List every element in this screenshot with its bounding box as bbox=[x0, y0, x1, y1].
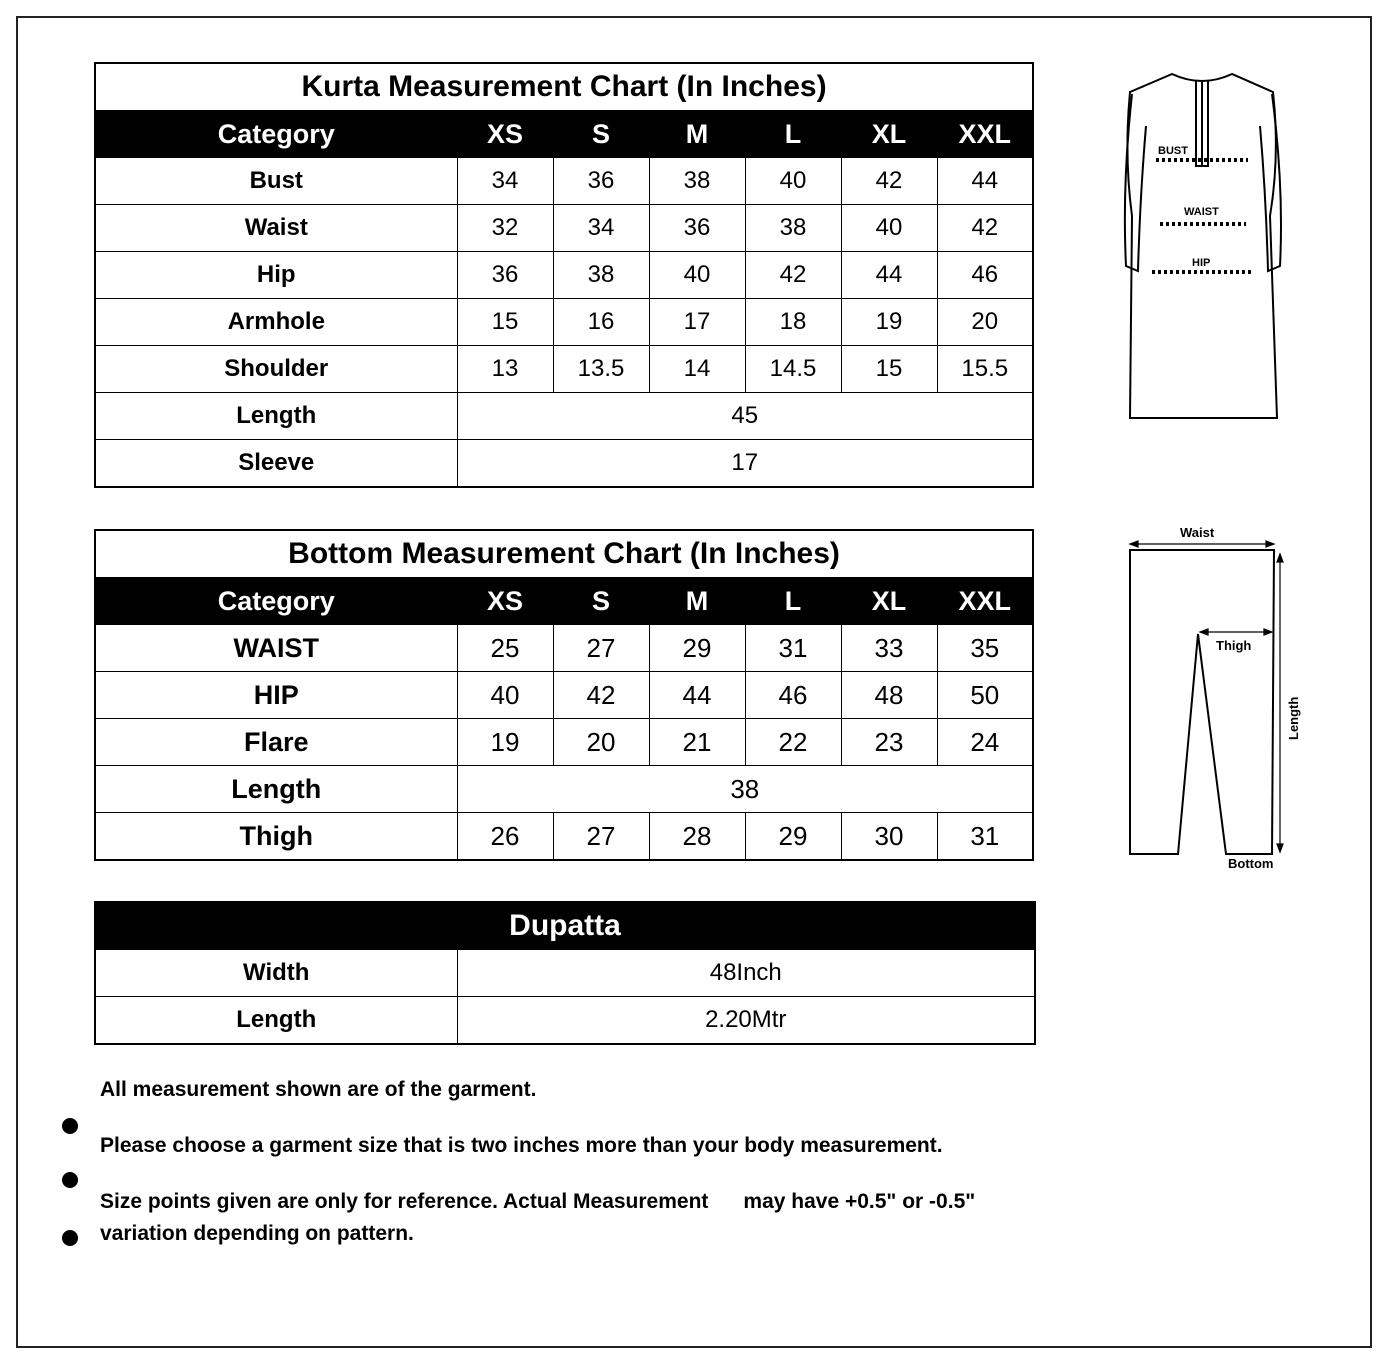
table-cell: 42 bbox=[745, 252, 841, 299]
table-cell: 16 bbox=[553, 299, 649, 346]
table-cell: 48Inch bbox=[457, 950, 1035, 997]
table-cell: 19 bbox=[457, 719, 553, 766]
bottom-header-row bbox=[95, 578, 1033, 625]
table-cell: 17 bbox=[457, 440, 1033, 488]
table-cell: 14.5 bbox=[745, 346, 841, 393]
note-item bbox=[60, 1134, 1020, 1178]
header-cell: XXL bbox=[937, 111, 1033, 158]
table-row bbox=[95, 252, 1033, 299]
kurta-header-row bbox=[95, 111, 1033, 158]
bullet-icon bbox=[62, 1118, 78, 1134]
header-cell: S bbox=[553, 578, 649, 625]
table-cell: 24 bbox=[937, 719, 1033, 766]
row-category: Length bbox=[95, 393, 457, 440]
table-cell: 40 bbox=[745, 158, 841, 205]
bullet-icon bbox=[62, 1230, 78, 1246]
header-cell: M bbox=[649, 111, 745, 158]
note-text: All measurement shown are of the garment. bbox=[100, 1078, 537, 1101]
table-row bbox=[95, 625, 1033, 672]
waist-label: WAIST bbox=[1184, 206, 1219, 218]
table-cell: 25 bbox=[457, 625, 553, 672]
notes-list bbox=[60, 1078, 1020, 1266]
table-cell: 15 bbox=[457, 299, 553, 346]
waist-label: Waist bbox=[1180, 525, 1215, 540]
table-cell: 30 bbox=[841, 813, 937, 861]
table-cell: 48 bbox=[841, 672, 937, 719]
table-cell: 42 bbox=[553, 672, 649, 719]
table-cell: 28 bbox=[649, 813, 745, 861]
bottom-illustration bbox=[1110, 520, 1310, 880]
table-row bbox=[95, 672, 1033, 719]
header-cell: L bbox=[745, 111, 841, 158]
header-cell: S bbox=[553, 111, 649, 158]
table-cell: 44 bbox=[841, 252, 937, 299]
table-cell: 38 bbox=[745, 205, 841, 252]
table-cell: 46 bbox=[937, 252, 1033, 299]
table-cell: 23 bbox=[841, 719, 937, 766]
table-cell: 29 bbox=[745, 813, 841, 861]
table-cell: 15 bbox=[841, 346, 937, 393]
table-cell: 22 bbox=[745, 719, 841, 766]
header-cell: XS bbox=[457, 111, 553, 158]
table-cell: 17 bbox=[649, 299, 745, 346]
table-row bbox=[95, 950, 1035, 997]
thigh-label: Thigh bbox=[1216, 638, 1252, 653]
table-cell: 42 bbox=[937, 205, 1033, 252]
header-cell: XL bbox=[841, 111, 937, 158]
row-category: Sleeve bbox=[95, 440, 457, 488]
table-cell: 13 bbox=[457, 346, 553, 393]
row-category: Width bbox=[95, 950, 457, 997]
table-cell: 21 bbox=[649, 719, 745, 766]
bullet-icon bbox=[62, 1172, 78, 1188]
dupatta-table bbox=[94, 901, 1036, 1045]
table-cell: 36 bbox=[649, 205, 745, 252]
table-cell: 44 bbox=[649, 672, 745, 719]
dupatta-title: Dupatta bbox=[95, 902, 1035, 950]
table-row bbox=[95, 393, 1033, 440]
header-cell: XXL bbox=[937, 578, 1033, 625]
table-cell: 2.20Mtr bbox=[457, 997, 1035, 1045]
table-cell: 18 bbox=[745, 299, 841, 346]
table-cell: 29 bbox=[649, 625, 745, 672]
note-text: Please choose a garment size that is two inches more than your body measurement. bbox=[100, 1134, 943, 1157]
table-cell: 42 bbox=[841, 158, 937, 205]
table-cell: 19 bbox=[841, 299, 937, 346]
table-cell: 14 bbox=[649, 346, 745, 393]
note-item bbox=[60, 1190, 1020, 1266]
table-row bbox=[95, 997, 1035, 1045]
row-category: Hip bbox=[95, 252, 457, 299]
row-category: Thigh bbox=[95, 813, 457, 861]
row-category: HIP bbox=[95, 672, 457, 719]
bottom-chart-title: Bottom Measurement Chart (In Inches) bbox=[95, 530, 1033, 578]
row-category: Bust bbox=[95, 158, 457, 205]
table-cell: 15.5 bbox=[937, 346, 1033, 393]
table-cell: 27 bbox=[553, 813, 649, 861]
table-cell: 27 bbox=[553, 625, 649, 672]
table-row bbox=[95, 158, 1033, 205]
row-category: Shoulder bbox=[95, 346, 457, 393]
table-row bbox=[95, 440, 1033, 488]
table-cell: 45 bbox=[457, 393, 1033, 440]
table-cell: 33 bbox=[841, 625, 937, 672]
table-row bbox=[95, 346, 1033, 393]
row-category: Waist bbox=[95, 205, 457, 252]
header-cell: Category bbox=[95, 111, 457, 158]
table-cell: 34 bbox=[553, 205, 649, 252]
table-cell: 20 bbox=[553, 719, 649, 766]
table-row bbox=[95, 766, 1033, 813]
row-category: Flare bbox=[95, 719, 457, 766]
table-cell: 13.5 bbox=[553, 346, 649, 393]
table-cell: 36 bbox=[553, 158, 649, 205]
table-row bbox=[95, 299, 1033, 346]
row-category: Armhole bbox=[95, 299, 457, 346]
table-cell: 38 bbox=[649, 158, 745, 205]
row-category: WAIST bbox=[95, 625, 457, 672]
table-cell: 35 bbox=[937, 625, 1033, 672]
hip-label: HIP bbox=[1192, 257, 1211, 269]
kurta-chart-title: Kurta Measurement Chart (In Inches) bbox=[95, 63, 1033, 111]
bottom-label: Bottom bbox=[1228, 856, 1274, 871]
table-cell: 20 bbox=[937, 299, 1033, 346]
bust-label: BUST bbox=[1158, 145, 1188, 157]
header-cell: XL bbox=[841, 578, 937, 625]
bottom-measurement-table bbox=[94, 529, 1034, 861]
table-cell: 34 bbox=[457, 158, 553, 205]
table-cell: 40 bbox=[841, 205, 937, 252]
table-cell: 38 bbox=[457, 766, 1033, 813]
kurta-illustration bbox=[1120, 66, 1290, 426]
table-row bbox=[95, 205, 1033, 252]
table-cell: 40 bbox=[457, 672, 553, 719]
length-label: Length bbox=[1286, 696, 1301, 740]
header-cell: M bbox=[649, 578, 745, 625]
table-cell: 44 bbox=[937, 158, 1033, 205]
row-category: Length bbox=[95, 997, 457, 1045]
table-cell: 31 bbox=[745, 625, 841, 672]
table-cell: 32 bbox=[457, 205, 553, 252]
table-row bbox=[95, 719, 1033, 766]
note-text: Size points given are only for reference. Actual Measurement may have +0.5" or -0.5" variation depending on pattern. bbox=[100, 1190, 982, 1245]
header-cell: L bbox=[745, 578, 841, 625]
table-cell: 31 bbox=[937, 813, 1033, 861]
bottom-outline bbox=[1130, 550, 1274, 854]
header-cell: Category bbox=[95, 578, 457, 625]
table-cell: 50 bbox=[937, 672, 1033, 719]
kurta-measurement-table bbox=[94, 62, 1034, 488]
row-category: Length bbox=[95, 766, 457, 813]
table-cell: 26 bbox=[457, 813, 553, 861]
table-cell: 38 bbox=[553, 252, 649, 299]
header-cell: XS bbox=[457, 578, 553, 625]
table-cell: 36 bbox=[457, 252, 553, 299]
table-cell: 40 bbox=[649, 252, 745, 299]
table-row bbox=[95, 813, 1033, 861]
note-item bbox=[60, 1078, 1020, 1122]
table-cell: 46 bbox=[745, 672, 841, 719]
